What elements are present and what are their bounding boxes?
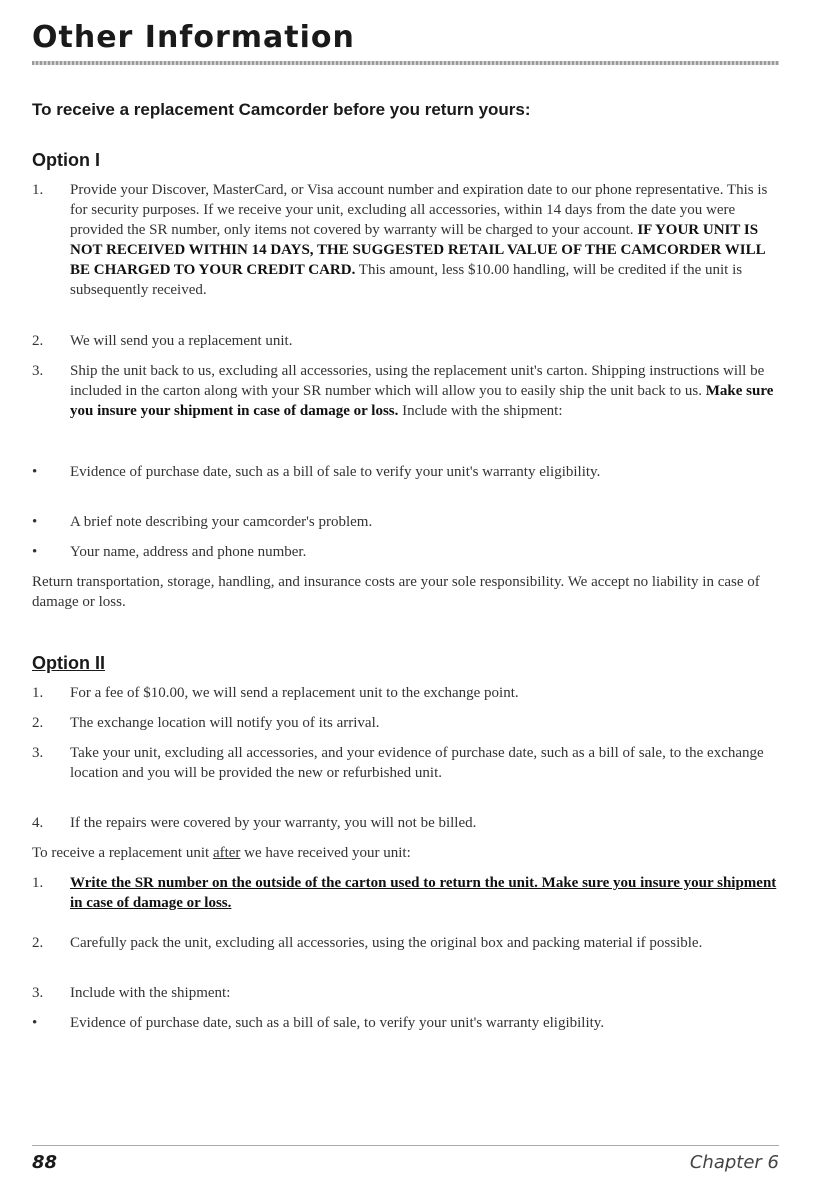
header-rule	[32, 61, 779, 65]
bullet-text: Your name, address and phone number.	[70, 544, 307, 560]
step-text: Carefully pack the unit, excluding all accessories, using the original box and packing material if possible.	[70, 935, 703, 951]
option-1-step-1	[32, 180, 780, 300]
step-warning-bold: IF YOUR UNIT IS NOT RECEIVED WITHIN 14 DAYS, THE SUGGESTED RETAIL VALUE OF THE CAMCORDER WILL BE CHARGED TO YOUR CREDIT CARD.	[70, 222, 765, 278]
bullet-item	[32, 462, 780, 482]
list-marker: 4.	[32, 815, 44, 831]
list-marker: 1.	[32, 182, 44, 198]
step-text: If the repairs were covered by your warranty, you will not be billed.	[70, 815, 477, 831]
step-text-part: Include with the shipment:	[398, 403, 563, 419]
bullet-item	[32, 542, 780, 562]
list-marker: 2.	[32, 935, 44, 951]
list-marker: 3.	[32, 985, 44, 1001]
after-return-step-2	[32, 933, 780, 953]
intro-text-part: we have received your unit:	[240, 845, 411, 861]
option-2-step-3	[32, 743, 780, 783]
step-text: The exchange location will notify you of its arrival.	[70, 715, 380, 731]
intro-text-part: To receive a replacement unit	[32, 845, 213, 861]
bullet-item	[32, 1013, 780, 1033]
list-marker: 1.	[32, 875, 44, 891]
page-title: Other Information	[32, 20, 355, 55]
option-1-title: Option I	[32, 150, 100, 170]
list-marker: 3.	[32, 745, 44, 761]
bullet-marker: •	[32, 514, 38, 530]
step-warning-bold: Make sure you insure your shipment in case of damage or loss.	[70, 383, 774, 419]
after-return-step-1	[32, 873, 780, 913]
section-subheading: To receive a replacement Camcorder before you return yours:	[32, 100, 531, 119]
step-warning-bold: Write the SR number on the outside of the carton used to return the unit. Make sure you insure your shipment in case of damage or loss.	[70, 875, 777, 911]
option-1-step-2	[32, 331, 780, 351]
bullet-marker: •	[32, 544, 38, 560]
step-text: For a fee of $10.00, we will send a replacement unit to the exchange point.	[70, 685, 519, 701]
bullet-marker: •	[32, 464, 38, 480]
step-text-part: This amount, less $10.00 handling, will be credited if the unit is subsequently received.	[70, 262, 743, 298]
step-text-part: Ship the unit back to us, excluding all accessories, using the replacement unit's carton. Shipping instructions will be included in the carton along with your SR number which will allow you to easily ship the unit back to us.	[70, 363, 765, 399]
step-text	[70, 180, 780, 300]
step-text-part: Provide your Discover, MasterCard, or Visa account number and expiration date to our phone representative. This is for security purposes. If we receive your unit, excluding all accessories, within 14 days from the date you were provided the SR number, only items not covered by warranty will be charged to your account.	[70, 182, 768, 238]
step-text	[70, 361, 780, 421]
list-marker: 3.	[32, 363, 44, 379]
bullet-text: A brief note describing your camcorder's problem.	[70, 514, 373, 530]
option-1-step-3	[32, 361, 780, 421]
page-number: 88	[32, 1152, 58, 1173]
chapter-label: Chapter 6	[689, 1152, 779, 1173]
option-2-step-2	[32, 713, 780, 733]
option-2-step-1	[32, 683, 780, 703]
bullet-item	[32, 512, 780, 532]
list-marker: 1.	[32, 685, 44, 701]
bullet-marker: •	[32, 1015, 38, 1031]
bullet-text: Evidence of purchase date, such as a bill of sale, to verify your unit's warranty eligibility.	[70, 1015, 605, 1031]
bullet-text: Evidence of purchase date, such as a bill of sale to verify your unit's warranty eligibility.	[70, 464, 601, 480]
after-return-step-3	[32, 983, 780, 1003]
step-text: Include with the shipment:	[70, 985, 231, 1001]
list-marker: 2.	[32, 333, 44, 349]
footer-rule	[32, 1145, 779, 1146]
option-2-title: Option II	[32, 653, 105, 673]
step-text: We will send you a replacement unit.	[70, 333, 293, 349]
liability-note: Return transportation, storage, handling, and insurance costs are your sole responsibility. We accept no liability in case of damage or loss.	[32, 574, 760, 610]
step-text: Take your unit, excluding all accessories, and your evidence of purchase date, such as a bill of sale, to the exchange location and you will be provided the new or refurbished unit.	[70, 745, 764, 781]
intro-emphasis: after	[212, 845, 241, 861]
after-return-intro	[32, 843, 780, 863]
option-2-step-4	[32, 813, 780, 833]
list-marker: 2.	[32, 715, 44, 731]
